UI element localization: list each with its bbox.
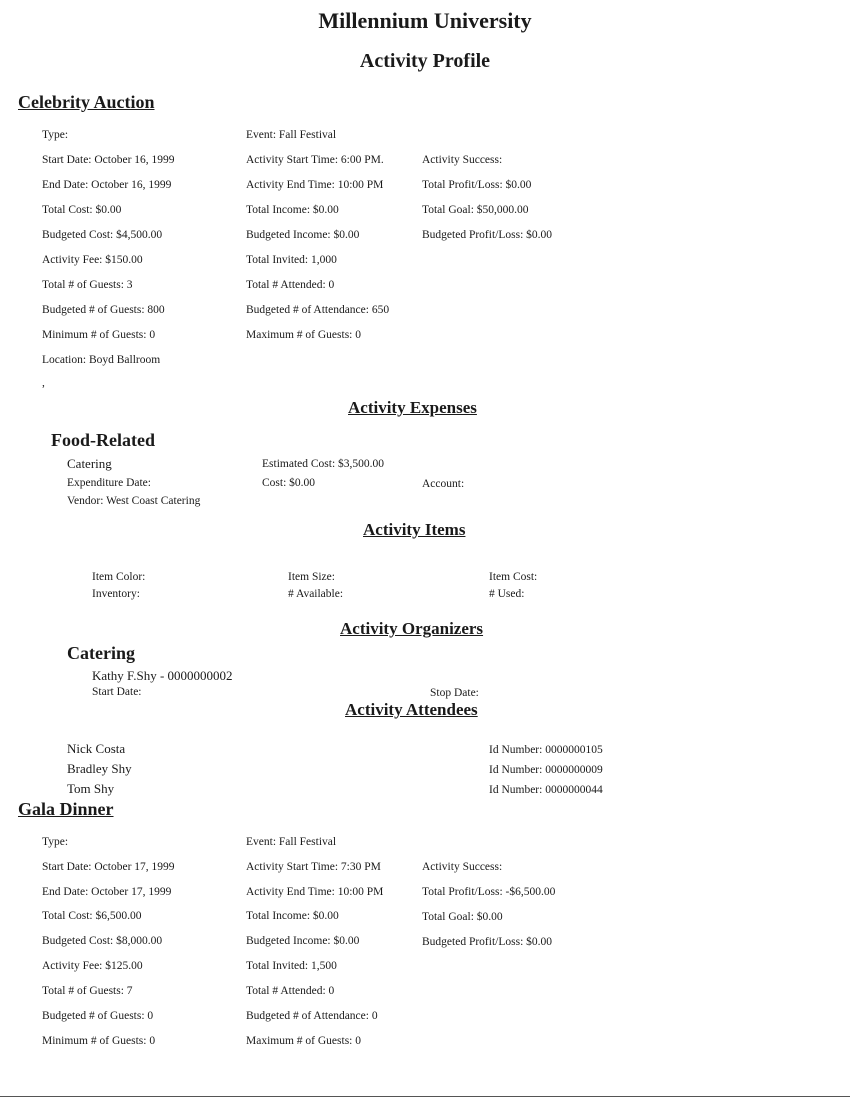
item-used: # Used: — [489, 588, 525, 600]
a2-total-goal: Total Goal: $0.00 — [422, 911, 503, 923]
item-cost: Item Cost: — [489, 571, 538, 583]
expense-expenditure-date: Expenditure Date: — [67, 477, 151, 489]
a1-budgeted-cost: Budgeted Cost: $4,500.00 — [42, 229, 163, 241]
attendee-name: Bradley Shy — [67, 761, 132, 776]
a2-total-profit-loss: Total Profit/Loss: -$6,500.00 — [422, 886, 556, 898]
a2-activity-fee: Activity Fee: $125.00 — [42, 960, 143, 972]
item-color: Item Color: — [92, 571, 146, 583]
a2-end-date: End Date: October 17, 1999 — [42, 886, 172, 898]
a2-budgeted-guests: Budgeted # of Guests: 0 — [42, 1010, 154, 1022]
expense-item-name: Catering — [67, 456, 112, 471]
a1-total-cost: Total Cost: $0.00 — [42, 204, 122, 216]
a1-budgeted-profit-loss: Budgeted Profit/Loss: $0.00 — [422, 229, 553, 241]
a2-total-cost: Total Cost: $6,500.00 — [42, 910, 142, 922]
expenses-heading: Activity Expenses — [348, 398, 477, 417]
expense-estimated-cost: Estimated Cost: $3,500.00 — [262, 458, 385, 470]
items-heading: Activity Items — [363, 520, 466, 539]
a1-maximum-guests: Maximum # of Guests: 0 — [246, 329, 361, 341]
a2-start-time: Activity Start Time: 7:30 PM — [246, 861, 381, 873]
a2-total-guests: Total # of Guests: 7 — [42, 985, 133, 997]
a1-budgeted-income: Budgeted Income: $0.00 — [246, 229, 360, 241]
university-title: Millennium University — [318, 8, 532, 33]
a1-total-goal: Total Goal: $50,000.00 — [422, 204, 529, 216]
attendee-id: Id Number: 0000000105 — [489, 744, 603, 756]
expense-account: Account: — [422, 478, 465, 490]
a2-end-time: Activity End Time: 10:00 PM — [246, 886, 384, 898]
attendee-id: Id Number: 0000000044 — [489, 784, 603, 796]
item-available: # Available: — [288, 588, 344, 600]
a2-minimum-guests: Minimum # of Guests: 0 — [42, 1035, 156, 1047]
expense-cost: Cost: $0.00 — [262, 477, 316, 489]
activity-title-celebrity-auction: Celebrity Auction — [18, 92, 155, 112]
a1-budgeted-attendance: Budgeted # of Attendance: 650 — [246, 304, 390, 316]
organizer-start-date: Start Date: — [92, 686, 142, 698]
attendee-name: Nick Costa — [67, 741, 126, 756]
a1-start-date: Start Date: October 16, 1999 — [42, 154, 175, 166]
expenses-category: Food-Related — [51, 430, 155, 450]
a1-end-date: End Date: October 16, 1999 — [42, 179, 172, 191]
organizers-heading: Activity Organizers — [340, 619, 484, 638]
a2-activity-success: Activity Success: — [422, 861, 503, 873]
a2-type: Type: — [42, 836, 69, 848]
attendees-heading: Activity Attendees — [345, 700, 478, 719]
a1-end-time: Activity End Time: 10:00 PM — [246, 179, 384, 191]
a2-total-income: Total Income: $0.00 — [246, 910, 339, 922]
a2-total-attended: Total # Attended: 0 — [246, 985, 335, 997]
profile-title: Activity Profile — [359, 50, 491, 72]
organizer-person: Kathy F.Shy - 0000000002 — [92, 668, 233, 683]
a1-total-guests: Total # of Guests: 3 — [42, 279, 133, 291]
a2-budgeted-attendance: Budgeted # of Attendance: 0 — [246, 1010, 378, 1022]
a1-activity-fee: Activity Fee: $150.00 — [42, 254, 143, 266]
organizers-category: Catering — [67, 643, 135, 663]
expense-vendor: Vendor: West Coast Catering — [67, 495, 201, 507]
a1-comma: , — [42, 377, 45, 389]
a2-total-invited: Total Invited: 1,500 — [246, 960, 337, 972]
attendee-name: Tom Shy — [67, 781, 115, 796]
organizer-stop-date: Stop Date: — [430, 687, 479, 699]
a1-type: Type: — [42, 129, 69, 141]
item-inventory: Inventory: — [92, 588, 140, 600]
page-bottom-rule — [0, 1096, 850, 1097]
a1-minimum-guests: Minimum # of Guests: 0 — [42, 329, 156, 341]
a1-total-attended: Total # Attended: 0 — [246, 279, 335, 291]
a1-event: Event: Fall Festival — [246, 129, 337, 141]
a1-start-time: Activity Start Time: 6:00 PM. — [246, 154, 384, 166]
a2-budgeted-profit-loss: Budgeted Profit/Loss: $0.00 — [422, 936, 553, 948]
a2-event: Event: Fall Festival — [246, 836, 337, 848]
a2-budgeted-cost: Budgeted Cost: $8,000.00 — [42, 935, 163, 947]
a1-budgeted-guests: Budgeted # of Guests: 800 — [42, 304, 165, 316]
a2-start-date: Start Date: October 17, 1999 — [42, 861, 175, 873]
a2-budgeted-income: Budgeted Income: $0.00 — [246, 935, 360, 947]
a1-location: Location: Boyd Ballroom — [42, 354, 161, 366]
a1-total-invited: Total Invited: 1,000 — [246, 254, 337, 266]
attendee-id: Id Number: 0000000009 — [489, 764, 603, 776]
a1-activity-success: Activity Success: — [422, 154, 503, 166]
a1-total-income: Total Income: $0.00 — [246, 204, 339, 216]
item-size: Item Size: — [288, 571, 335, 583]
a2-maximum-guests: Maximum # of Guests: 0 — [246, 1035, 361, 1047]
activity-title-gala-dinner: Gala Dinner — [18, 799, 114, 819]
a1-total-profit-loss: Total Profit/Loss: $0.00 — [422, 179, 532, 191]
